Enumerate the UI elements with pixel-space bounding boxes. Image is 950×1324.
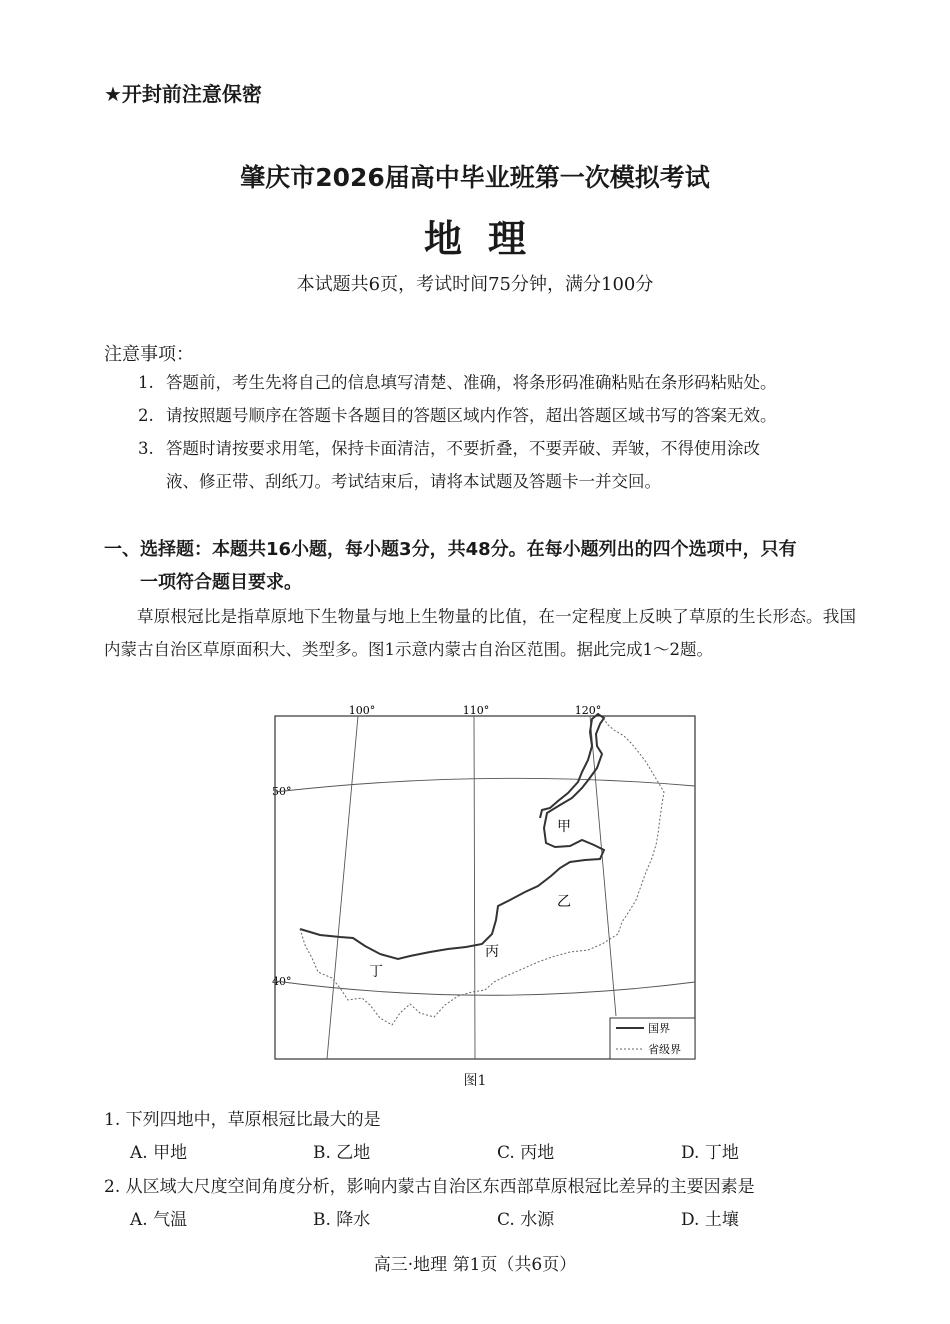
section-heading-line2: 一项符合题目要求。 — [140, 572, 302, 593]
lon-label-110: 110° — [462, 704, 490, 717]
note-item — [138, 432, 858, 498]
note-text: 答题时请按要求用笔，保持卡面清洁，不要折叠，不要弄破、弄皱，不得使用涂改 — [166, 439, 760, 458]
question-option: B. 降水 — [313, 1210, 371, 1230]
figure-caption: 图1 — [463, 1073, 487, 1089]
note-text: 答题前，考生先将自己的信息填写清楚、准确，将条形码准确粘贴在条形码粘贴处。 — [166, 373, 777, 392]
section-heading-line1: 一、选择题：本题共16小题，每小题3分，共48分。在每小题列出的四个选项中，只有 — [104, 539, 797, 560]
question-option: A. 甲地 — [130, 1143, 188, 1163]
place-bing: 丙 — [485, 944, 499, 960]
page-footer: 高三·地理 第1页（共6页） — [373, 1255, 577, 1275]
place-jia: 甲 — [557, 819, 571, 835]
lat-label-50: 50° — [272, 785, 292, 798]
graticule — [275, 716, 695, 1059]
place-yi: 乙 — [557, 894, 571, 910]
legend-national-label: 国界 — [648, 1022, 670, 1035]
question-option: C. 丙地 — [497, 1143, 555, 1163]
map-legend — [610, 1018, 695, 1059]
inner-mongolia-map — [270, 700, 700, 1062]
section-heading — [104, 533, 856, 599]
note-number: 1. — [138, 373, 154, 392]
note-text-continued: 液、修正带、刮纸刀。考试结束后，请将本试题及答题卡一并交回。 — [166, 472, 661, 491]
note-item — [138, 366, 858, 399]
question-option: B. 乙地 — [313, 1143, 371, 1163]
note-number: 3. — [138, 439, 154, 458]
exam-title: 肇庆市2026届高中毕业班第一次模拟考试 — [240, 163, 710, 192]
legend-provincial-label: 省级界 — [648, 1043, 681, 1056]
question-stem: 1. 下列四地中，草原根冠比最大的是 — [104, 1110, 381, 1130]
meridian-120 — [590, 716, 616, 1016]
meridian-100 — [327, 716, 358, 1059]
parallel-50 — [275, 778, 695, 792]
meridian-110 — [474, 716, 475, 1059]
lon-label-100: 100° — [348, 704, 376, 717]
lat-label-40: 40° — [272, 975, 292, 988]
exam-info: 本试题共6页，考试时间75分钟，满分100分 — [296, 274, 654, 295]
question-option: D. 丁地 — [681, 1143, 739, 1163]
parallel-40 — [275, 981, 695, 995]
lon-label-120: 120° — [574, 704, 602, 717]
confidential-notice: ★开封前注意保密 — [104, 82, 262, 106]
question-stem: 2. 从区域大尺度空间角度分析，影响内蒙古自治区东西部草原根冠比差异的主要因素是 — [104, 1177, 755, 1197]
question-option: C. 水源 — [497, 1210, 555, 1230]
question-option: D. 土壤 — [681, 1210, 739, 1230]
map-frame — [275, 716, 695, 1059]
note-number: 2. — [138, 406, 154, 425]
note-text: 请按照题号顺序在答题卡各题目的答题区域内作答，超出答题区域书写的答案无效。 — [166, 406, 777, 425]
notes-title: 注意事项： — [104, 344, 194, 365]
passage: 草原根冠比是指草原地下生物量与地上生物量的比值，在一定程度上反映了草原的生长形态。我国内蒙古自治区草原面积大、类型多。图1示意内蒙古自治区范围。据此完成1～2题。 — [104, 607, 856, 659]
provincial-border — [300, 718, 664, 1025]
subject-title: 地理 — [423, 216, 552, 261]
question-option: A. 气温 — [130, 1210, 188, 1230]
place-ding: 丁 — [369, 964, 383, 980]
note-item — [138, 399, 858, 432]
national-border — [300, 714, 604, 959]
